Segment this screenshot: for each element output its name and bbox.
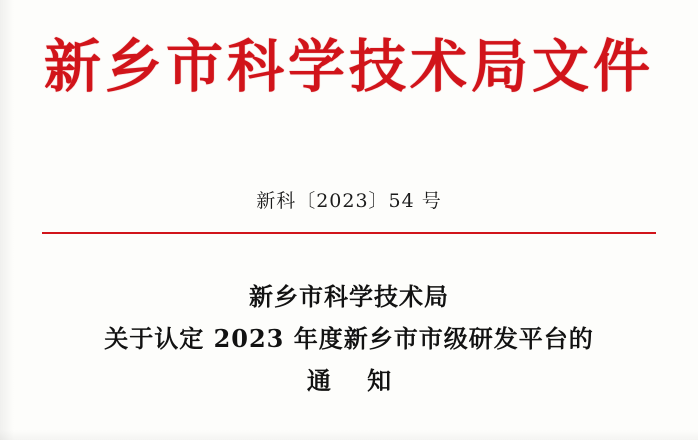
- title-line-notice: 通 知: [306, 366, 406, 395]
- scan-edge-bottom: [0, 430, 698, 440]
- red-divider-rule: [42, 232, 656, 234]
- title-line-subject: 关于认定 2023 年度新乡市市级研发平台的: [104, 324, 594, 353]
- document-masthead-title: 新乡市科学技术局文件: [44, 33, 654, 100]
- title-line-issuer: 新乡市科学技术局: [249, 282, 449, 311]
- document-title-block: [0, 276, 698, 402]
- document-serial-number: 新科〔2023〕54 号: [256, 190, 442, 212]
